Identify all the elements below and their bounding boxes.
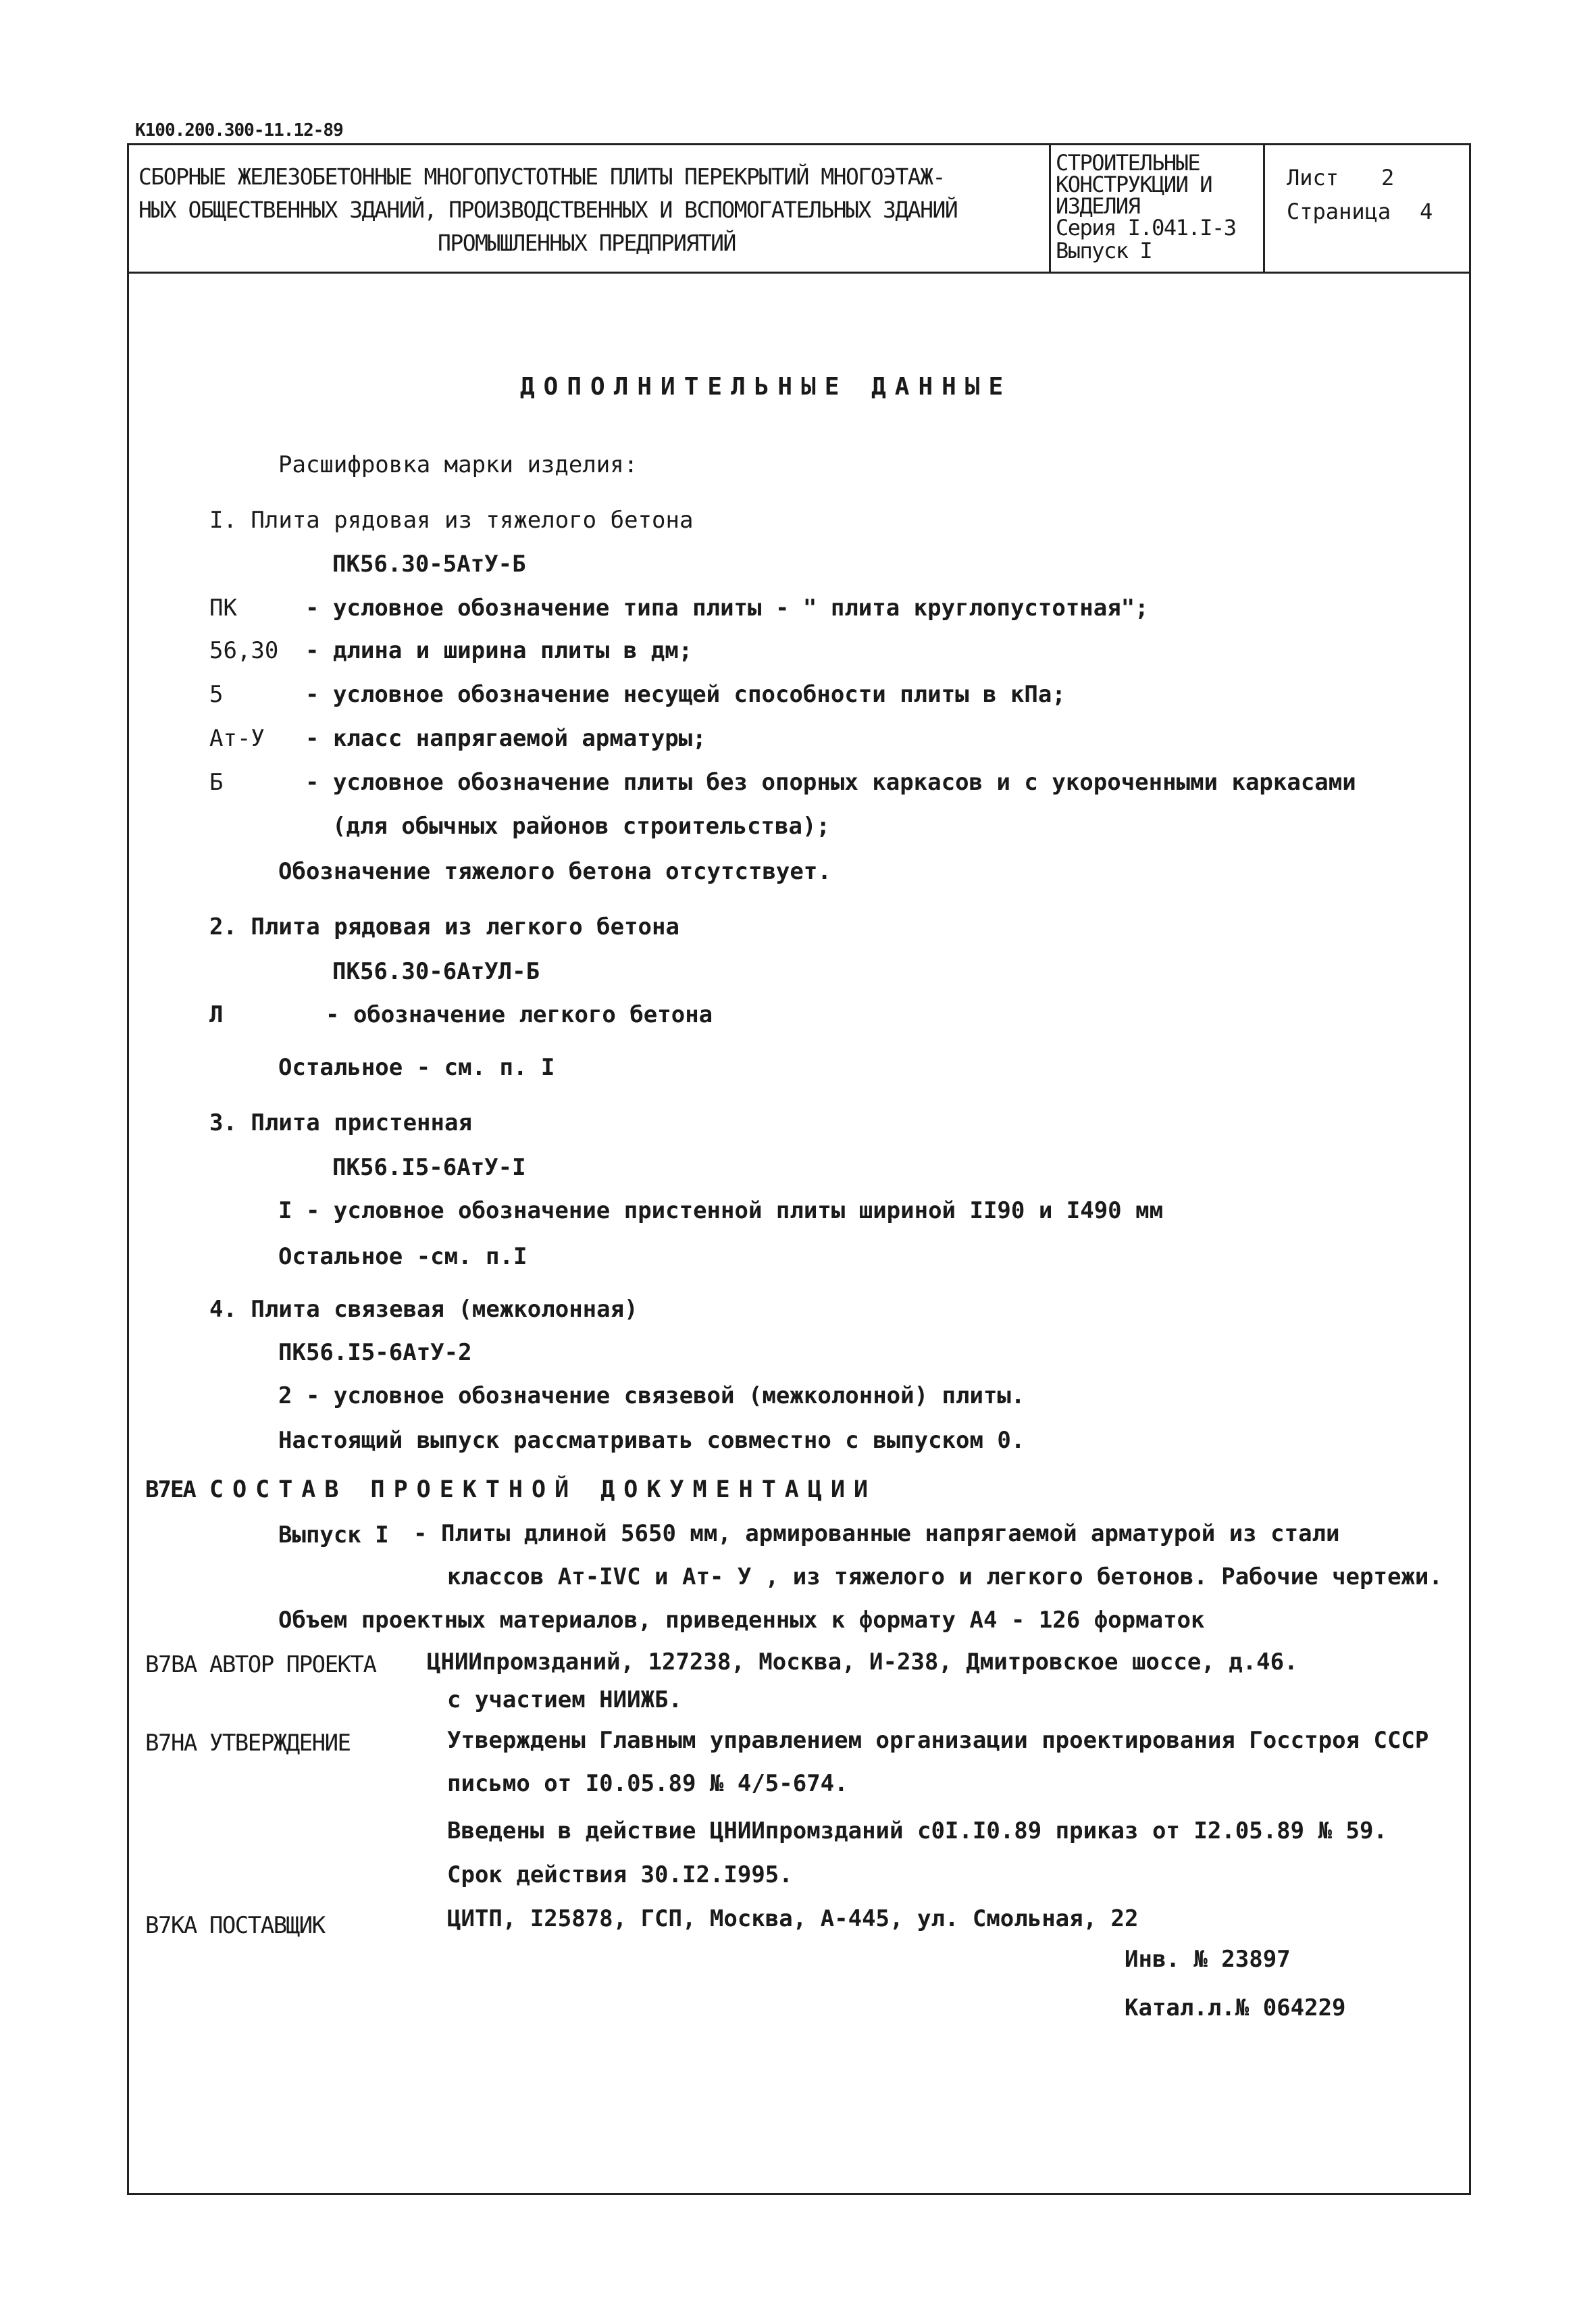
field-label: В7НА УТВЕРЖДЕНИЕ — [145, 1730, 351, 1757]
mark-description: - класс напрягаемой арматуры; — [305, 725, 706, 752]
mark-key: Ат-У — [209, 725, 265, 752]
item-title: I. Плита рядовая из тяжелого бетона — [209, 507, 694, 534]
mark-description: I - условное обозначение пристенной плиты шириной II90 и I490 мм — [278, 1197, 1164, 1224]
mark-description: - условное обозначение плиты без опорных каркасов и с укороченными каркасами — [305, 769, 1356, 796]
author-text: ЦНИИпромзданий, 127238, Москва, И-238, Дмитровское шоссе, д.46. — [427, 1649, 1298, 1676]
product-mark: ПК56.30-5АтУ-Б — [332, 551, 526, 578]
section-code: В7ЕА — [145, 1476, 195, 1503]
header-divider — [127, 272, 1471, 274]
field-label: В7КА ПОСТАВЩИК — [145, 1912, 325, 1939]
item-title: 4. Плита связевая (межколонная) — [209, 1296, 638, 1323]
page-label: Страница — [1287, 199, 1391, 224]
catalog-number: Катал.л.№ 064229 — [1125, 1994, 1346, 2021]
supplier-text: ЦИТП, I25878, ГСП, Москва, А-445, ул. Смольная, 22 — [447, 1905, 1139, 1932]
issue-description: классов Ат-IVC и Ат- У , из тяжелого и легкого бетонов. Рабочие чертежи. — [447, 1563, 1443, 1590]
header-category-line: КОНСТРУКЦИИ И — [1056, 172, 1212, 197]
header-category-line: ИЗДЕЛИЯ — [1056, 193, 1140, 219]
approval-text: письмо от I0.05.89 № 4/5-674. — [447, 1770, 848, 1797]
document-code: K100.200.300-11.12-89 — [135, 120, 343, 141]
mark-description: - условное обозначение типа плиты - " плита круглопустотная"; — [305, 595, 1149, 622]
header-title-line: СБОРНЫЕ ЖЕЛЕЗОБЕТОННЫЕ МНОГОПУСТОТНЫЕ ПЛИТЫ ПЕРЕКРЫТИЙ МНОГОЭТАЖ- — [138, 164, 945, 190]
reference-text: Остальное - см. п. I — [278, 1054, 555, 1081]
inventory-number: Инв. № 23897 — [1125, 1946, 1291, 1973]
product-mark: ПК56.30-6АтУЛ-Б — [332, 958, 540, 985]
section-heading: ДОПОЛНИТЕЛЬНЫЕ ДАННЫЕ — [520, 373, 1012, 401]
mark-key: Л — [209, 1001, 224, 1028]
product-mark: ПК56.I5-6АтУ-2 — [278, 1339, 472, 1366]
product-mark: ПК56.I5-6АтУ-I — [332, 1154, 526, 1181]
header-column-divider — [1263, 143, 1265, 273]
sheet-number: 2 — [1381, 165, 1395, 191]
mark-description-continued: (для обычных районов строительства); — [332, 813, 830, 840]
header-column-divider — [1049, 143, 1051, 273]
mark-key: Б — [209, 769, 224, 796]
note-text: Настоящий выпуск рассматривать совместно с выпуском 0. — [278, 1427, 1025, 1454]
issue-label: Выпуск I — [278, 1521, 389, 1549]
field-label: В7ВА АВТОР ПРОЕКТА — [145, 1651, 376, 1678]
author-text: с участием НИИЖБ. — [447, 1686, 682, 1713]
header-title-line: ПРОМЫШЛЕННЫХ ПРЕДПРИЯТИЙ — [438, 230, 736, 256]
item-title: 2. Плита рядовая из легкого бетона — [209, 913, 679, 940]
mark-description: - обозначение легкого бетона — [326, 1001, 713, 1028]
header-title-line: НЫХ ОБЩЕСТВЕННЫХ ЗДАНИЙ, ПРОИЗВОДСТВЕННЫХ И ВСПОМОГАТЕЛЬНЫХ ЗДАНИЙ — [138, 197, 958, 223]
mark-key: 56,30 — [209, 637, 279, 664]
issue-description: - Плиты длиной 5650 мм, армированные напрягаемой арматурой из стали — [413, 1520, 1340, 1547]
volume-text: Объем проектных материалов, приведенных к формату А4 - 126 форматок — [278, 1607, 1205, 1634]
approval-text: Введены в действие ЦНИИпромзданий с0I.I0.89 приказ от I2.05.89 № 59. — [447, 1817, 1387, 1844]
header-issue: Выпуск I — [1056, 238, 1152, 263]
item-title: 3. Плита пристенная — [209, 1109, 472, 1136]
intro-text: Расшифровка марки изделия: — [278, 451, 638, 478]
sheet-label: Лист — [1287, 165, 1339, 191]
header-category-line: СТРОИТЕЛЬНЫЕ — [1056, 150, 1200, 176]
mark-key: 5 — [209, 681, 224, 708]
mark-description: - длина и ширина плиты в дм; — [305, 637, 693, 664]
mark-key: ПК — [209, 595, 237, 622]
header-series: Серия I.041.I-3 — [1056, 215, 1236, 241]
mark-description: - условное обозначение несущей способности плиты в кПа; — [305, 681, 1066, 708]
approval-text: Срок действия 30.I2.I995. — [447, 1861, 793, 1888]
page-number: 4 — [1420, 199, 1433, 224]
note-text: Обозначение тяжелого бетона отсутствует. — [278, 858, 831, 885]
reference-text: Остальное -см. п.I — [278, 1243, 527, 1270]
approval-text: Утверждены Главным управлением организации проектирования Госстроя СССР — [447, 1727, 1429, 1754]
mark-description: 2 - условное обозначение связевой (межколонной) плиты. — [278, 1382, 1025, 1409]
section-heading: СОСТАВ ПРОЕКТНОЙ ДОКУМЕНТАЦИИ — [209, 1476, 877, 1503]
